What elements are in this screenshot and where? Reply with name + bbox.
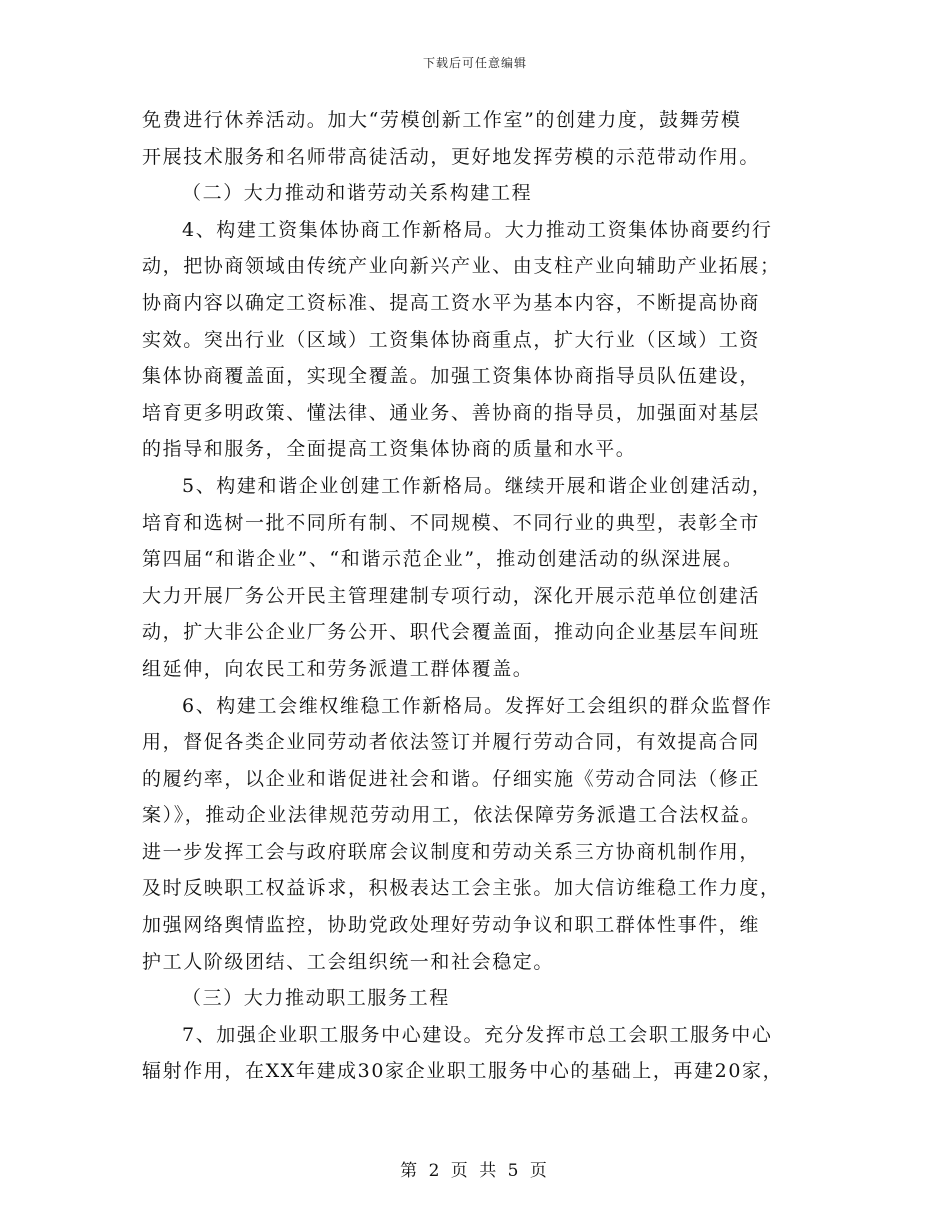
paragraph-line: 动，扩大非公企业厂务公开、职代会覆盖面，推动向企业基层车间班 — [142, 621, 761, 644]
paragraph-line: 的履约率，以企业和谐促进社会和谐。仔细实施《劳动合同法（修正 — [142, 767, 761, 790]
paragraph-start-line: 6、构建工会维权维稳工作新格局。发挥好工会组织的群众监督作 — [182, 694, 773, 717]
paragraph-line: 及时反映职工权益诉求，积极表达工会主张。加大信访维稳工作力度， — [142, 877, 781, 900]
paragraph-line: 用，督促各类企业同劳动者依法签订并履行劳动合同，有效提高合同 — [142, 731, 761, 754]
paragraph-line: 进一步发挥工会与政府联席会议制度和劳动关系三方协商机制作用， — [142, 840, 761, 863]
paragraph-line: 培育和选树一批不同所有制、不同规模、不同行业的典型，表彰全市 — [142, 511, 761, 534]
page-footer-number: 第 2 页 共 5 页 — [400, 1161, 550, 1181]
paragraph-line: 免费进行休养活动。加大“劳模创新工作室”的创建力度，鼓舞劳模 — [142, 109, 742, 131]
paragraph-start-line: （二）大力推动和谐劳动关系构建工程 — [182, 182, 533, 205]
paragraph-start-line: 5、构建和谐企业创建工作新格局。继续开展和谐企业创建活动， — [182, 474, 773, 497]
paragraph-line: 第四届“和谐企业”、“和谐示范企业”，推动创建活动的纵深进展。 — [142, 548, 744, 571]
paragraph-line: 协商内容以确定工资标准、提高工资水平为基本内容，不断提高协商 — [142, 291, 761, 314]
paragraph-start-line: （三）大力推动职工服务工程 — [182, 987, 450, 1010]
paragraph-line: 开展技术服务和名师带高徒活动，更好地发挥劳模的示范带动作用。 — [142, 145, 761, 168]
paragraph-line: 辐射作用，在XX年建成30家企业职工服务中心的基础上，再建20家， — [142, 1060, 784, 1083]
paragraph-line: 组延伸，向农民工和劳务派遣工群体覆盖。 — [142, 657, 534, 680]
paragraph-line: 的指导和服务，全面提高工资集体协商的质量和水平。 — [142, 438, 637, 461]
paragraph-line: 护工人阶级团结、工会组织统一和社会稳定。 — [142, 950, 555, 973]
paragraph-line: 加强网络舆情监控，协助党政处理好劳动争议和职工群体性事件，维 — [142, 914, 761, 937]
paragraph-line: 大力开展厂务公开民主管理建制专项行动，深化开展示范单位创建活 — [142, 584, 761, 607]
paragraph-line: 集体协商覆盖面，实现全覆盖。加强工资集体协商指导员队伍建设， — [142, 365, 761, 388]
page-header-note: 下载后可任意编辑 — [422, 56, 527, 70]
paragraph-line: 动，把协商领域由传统产业向新兴产业、由支柱产业向辅助产业拓展； — [142, 255, 781, 278]
paragraph-line: 培育更多明政策、懂法律、通业务、善协商的指导员，加强面对基层 — [142, 401, 761, 424]
paragraph-start-line: 4、构建工资集体协商工作新格局。大力推动工资集体协商要约行 — [182, 218, 773, 241]
paragraph-start-line: 7、加强企业职工服务中心建设。充分发挥市总工会职工服务中心 — [182, 1023, 773, 1046]
paragraph-line: 实效。突出行业（区域）工资集体协商重点，扩大行业（区域）工资 — [142, 328, 761, 351]
document-body — [142, 102, 808, 1090]
paragraph-line: 案）》，推动企业法律规范劳动用工，依法保障劳务派遣工合法权益。 — [142, 804, 762, 827]
